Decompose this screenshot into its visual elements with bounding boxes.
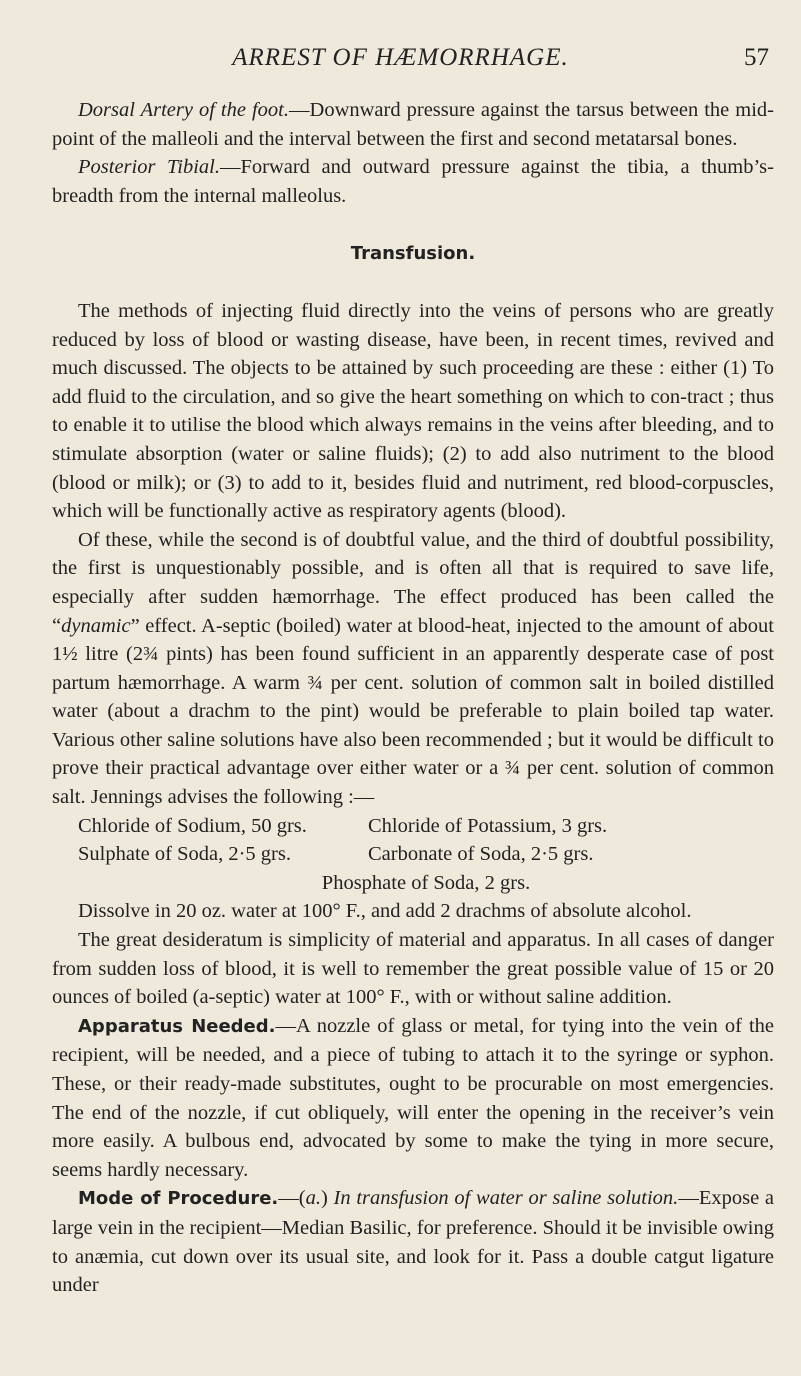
formula-row: [78, 840, 774, 869]
page-number: 57: [744, 44, 769, 71]
section-title: Transfusion.: [350, 243, 476, 265]
paragraph-posterior-tibial: [52, 153, 774, 210]
formula-item: Chloride of Potassium, 3 grs.: [368, 814, 608, 837]
formula-item: Chloride of Sodium, 50 grs.: [78, 814, 307, 837]
formula-row: [78, 869, 774, 898]
subheading-procedure: Mode of Procedure.: [78, 1188, 279, 1210]
page-body: [52, 96, 774, 1300]
paragraph-dorsal-artery: [52, 96, 774, 153]
paragraph-text: —Expose a large vein in the recipient—Median Basilic, for preference. Should it be invisible owing to anæmia, cut down over its usual site, and look for it. Pass a double catgut ligature under: [52, 1187, 774, 1297]
subheading-apparatus: Apparatus Needed.: [78, 1015, 276, 1037]
formula-item: Sulphate of Soda, 2·5 grs.: [78, 843, 291, 866]
paragraph-text: —Forward and outward pressure against the tibia, a thumb’s-breadth from the internal malleolus.: [52, 156, 774, 207]
paragraph-methods: The methods of injecting fluid directly into the veins of persons who are greatly reduced by loss of blood or wasting disease, have been, in recent times, revived and much discussed. The objects to be attained by such proceeding are these : either (1) To add fluid to the circulation, and so give the heart something on which to con-tract ; thus to enable it to utilise the blood which always remains in the veins after bleeding, and to stimulate absorption (water or saline fluids); (2) to add also nutriment to the blood (blood or milk); or (3) to add to it, besides fluid and nutriment, red blood-corpuscles, which will be functionally active as respiratory agents (blood).: [52, 299, 774, 523]
formula-item: Carbonate of Soda, 2·5 grs.: [368, 843, 594, 866]
paragraph-text: —A nozzle of glass or metal, for tying into the vein of the recipient, will be needed, and a piece of tubing to attach it to the syringe or syphon. These, or their ready-made substitutes, ought to be procurable on most emergencies. The end of the nozzle, if cut obliquely, will enter the opening in the receiver’s vein more easily. A bulbous end, advocated by some to make the tying in more secure, seems hardly necessary.: [52, 1014, 774, 1181]
procedure-italic: In transfusion of water or saline solution.: [333, 1187, 679, 1210]
dynamic-term: dynamic: [61, 614, 131, 637]
paragraph-effects: Of these, while the second is of doubtful value, and the third of doubtful possibility, the first is unquestionably possible, and is often all that is required to save life, especially after sudden hæmorrhage. The effect produced has been called the “dynamic” effect. A-septic (boiled) water at blood-heat, injected to the amount of about 1½ litre (2¾ pints) has been found sufficient in an apparently desperate case of post partum hæmorrhage. A warm ¾ per cent. solution of common salt in boiled distilled water (about a drachm to the pint) would be preferable to plain boiled tap water. Various other saline solutions have also been recommended ; but it would be difficult to prove their practical advantage over either water or a ¾ per cent. solution of common salt. Jennings advises the following :—: [52, 528, 774, 809]
paragraph-procedure: Mode of Procedure.—(a.) In transfusion of water or saline solution.—Expose a large vein in the recipient—Median Basilic, for preference. Should it be invisible owing to anæmia, cut down over its usual site, and look for it. Pass a double catgut ligature under: [52, 1187, 774, 1297]
subheading-posterior-tibial: Posterior Tibial.: [78, 156, 220, 179]
page-header: [24, 44, 777, 84]
paragraph-apparatus: [52, 1012, 774, 1185]
formula-list: [52, 812, 774, 898]
formula-row: [78, 812, 774, 841]
formula-item: Phosphate of Soda, 2 grs.: [321, 871, 531, 894]
paragraph-text: —Downward pressure against the tarsus between the mid-point of the malleoli and the interval between the first and second metatarsal bones.: [52, 99, 774, 150]
paragraph-dissolve: Dissolve in 20 oz. water at 100° F., and add 2 drachms of absolute alcohol.: [78, 900, 692, 923]
running-title: ARREST OF HÆMORRHAGE.: [232, 44, 569, 71]
subheading-dorsal-artery: Dorsal Artery of the foot.: [78, 99, 290, 121]
paragraph-desideratum: The great desideratum is simplicity of material and apparatus. In all cases of danger from sudden loss of blood, it is well to remember the great possible value of 15 or 20 ounces of boiled (a-septic) water at 100° F., with or without saline addition.: [52, 929, 774, 1009]
